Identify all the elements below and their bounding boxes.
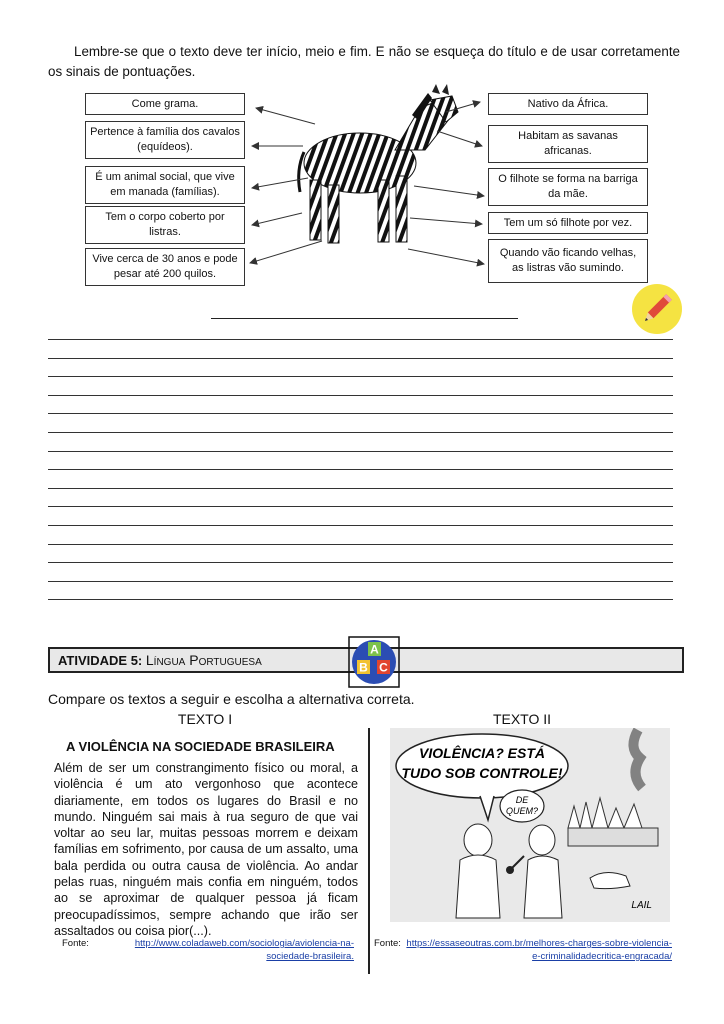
- fact-box-right: O filhote se forma na barriga da mãe.: [488, 168, 648, 206]
- writing-line[interactable]: [48, 451, 673, 452]
- abc-letter: B: [359, 660, 368, 675]
- fact-box-left: Tem o corpo coberto por listras.: [85, 206, 245, 244]
- title-writing-line[interactable]: [211, 318, 518, 319]
- fact-box-left: Come grama.: [85, 93, 245, 115]
- zebra-image: [299, 84, 458, 243]
- cartoon-speech-2a: DE: [515, 795, 529, 805]
- fact-box-right: Quando vão ficando velhas, as listras vão sumindo.: [488, 239, 648, 283]
- activity-label: ATIVIDADE 5:: [58, 653, 143, 668]
- writing-line[interactable]: [48, 544, 673, 545]
- writing-line[interactable]: [48, 506, 673, 507]
- writing-line[interactable]: [48, 339, 673, 340]
- writing-line[interactable]: [48, 413, 673, 414]
- instruction-text: Compare os textos a seguir e escolha a alternativa correta.: [48, 691, 415, 707]
- texto2-heading: TEXTO II: [492, 711, 552, 727]
- writing-line[interactable]: [48, 525, 673, 526]
- texto1-source: [62, 937, 354, 963]
- texto1-body: Além de ser um constrangimento físico ou moral, a violência é um ato vergonhoso que acontece diariamente, em todos os lugares do Brasil e no mundo. Ninguém sai mais à rua seguro de que vai voltar ao seu lar, muitas pessoas morrem e deixam famílias em sofrimento, por causa de um assalto, uma bala perdida ou outra causa de violência. Ao andar pelas ruas, ninguém mais confia em ninguém, todos ao se aproximar de qualquer pessoa já ficam preocupadíssimos, sempre achando que irão ser assaltados ou coisa pior(...).: [54, 761, 358, 938]
- cartoon-speech-1b: TUDO SOB CONTROLE!: [401, 765, 563, 781]
- writing-line[interactable]: [48, 562, 673, 563]
- abc-icon: [348, 636, 400, 688]
- activity-subject: Língua Portuguesa: [145, 652, 262, 668]
- writing-line[interactable]: [48, 376, 673, 377]
- abc-letter: C: [379, 660, 388, 675]
- fact-box-left: Vive cerca de 30 anos e pode pesar até 200 quilos.: [85, 248, 245, 286]
- abc-letter: A: [370, 642, 379, 657]
- pencil-icon: [632, 284, 682, 334]
- fact-box-right: Nativo da África.: [488, 93, 648, 115]
- texto1-title: A VIOLÊNCIA NA SOCIEDADE BRASILEIRA: [66, 739, 335, 754]
- writing-line[interactable]: [48, 432, 673, 433]
- activity-title: [58, 652, 262, 668]
- cartoon-image: [390, 728, 670, 922]
- intro-text: Lembre-se que o texto deve ter início, meio e fim. E não se esqueça do título e de usar corretamente os sinais de pontuações.: [48, 44, 680, 79]
- texto2-source-link[interactable]: https://essaseoutras.com.br/melhores-charges-sobre-violencia-e-criminalidadecritica-engracada/: [406, 938, 672, 962]
- fact-box-right: Habitam as savanas africanas.: [488, 125, 648, 163]
- writing-line[interactable]: [48, 599, 673, 600]
- cartoon-speech-2b: QUEM?: [505, 806, 539, 816]
- writing-line[interactable]: [48, 395, 673, 396]
- fact-box-left: Pertence à família dos cavalos (equídeos).: [85, 121, 245, 159]
- cartoon-signature: LAIL: [631, 900, 652, 911]
- writing-line[interactable]: [48, 358, 673, 359]
- source-label: Fonte:: [374, 938, 401, 949]
- writing-line[interactable]: [48, 469, 673, 470]
- cartoon-speech-1a: VIOLÊNCIA? ESTÁ: [418, 745, 546, 761]
- column-divider: [368, 728, 370, 974]
- fact-box-left: É um animal social, que vive em manada (famílias).: [85, 166, 245, 204]
- fact-box-right: Tem um só filhote por vez.: [488, 212, 648, 234]
- texto1-heading: TEXTO I: [177, 711, 233, 727]
- writing-line[interactable]: [48, 488, 673, 489]
- texto1-source-link[interactable]: http://www.coladaweb.com/sociologia/aviolencia-na-sociedade-brasileira.: [134, 938, 354, 962]
- writing-line[interactable]: [48, 581, 673, 582]
- texto2-source: [374, 937, 672, 963]
- source-label: Fonte:: [62, 938, 89, 949]
